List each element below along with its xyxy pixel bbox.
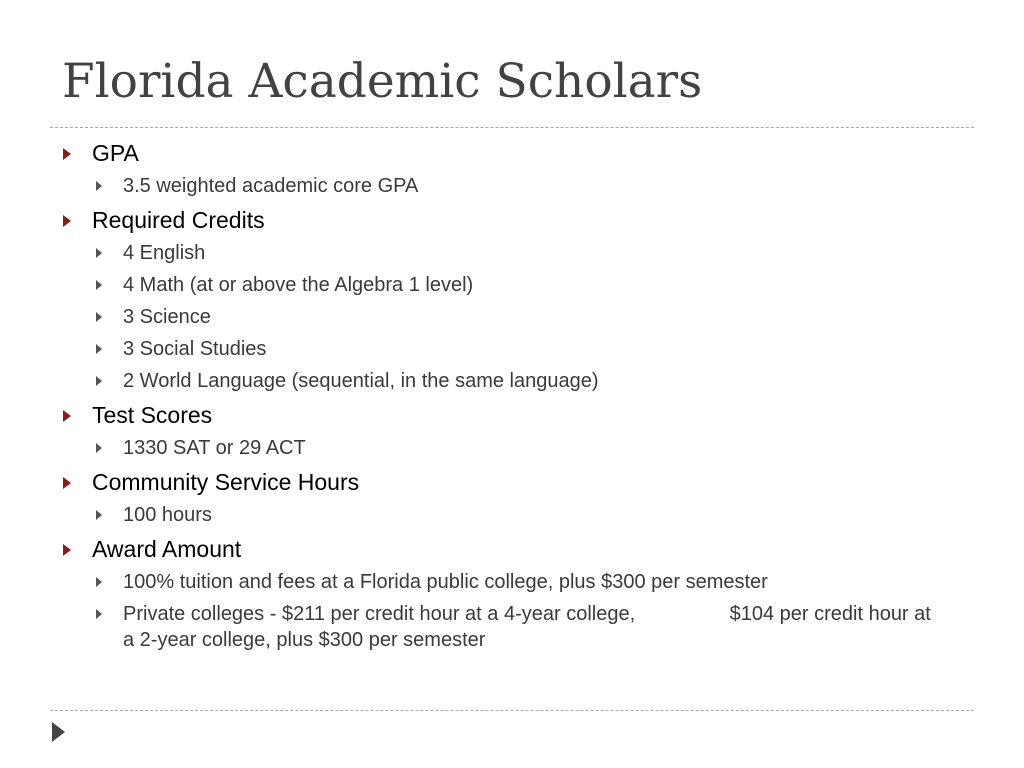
bullet-list [62,140,942,653]
triangle-bullet-icon [96,312,102,322]
triangle-bullet-icon [63,148,71,160]
list-item [62,368,942,394]
list-item-text: 100 hours [123,504,212,526]
section-required-credits [62,207,942,234]
list-item-text: 4 English [123,242,206,264]
triangle-bullet-icon [96,344,102,354]
list-item-text: 3 Science [123,306,211,328]
list-item [62,272,942,298]
list-item [62,502,942,528]
next-slide-icon[interactable] [52,722,65,742]
list-item [62,304,942,330]
list-item-text: Private colleges - $211 per credit hour at a 4-year college, $104 per credit hour at a 2-year college, plus $300 per semester [123,603,937,651]
list-item-text: 100% tuition and fees at a Florida public college, plus $300 per semester [123,571,768,593]
list-item-text: 1330 SAT or 29 ACT [123,437,306,459]
triangle-bullet-icon [96,280,102,290]
section-label: Test Scores [92,402,213,428]
list-item-text: 2 World Language (sequential, in the same language) [123,370,599,392]
section-test-scores [62,402,942,429]
triangle-bullet-icon [96,376,102,386]
list-item-text: 4 Math (at or above the Algebra 1 level) [123,274,474,296]
title-divider [50,127,974,128]
triangle-bullet-icon [96,181,102,191]
list-item [62,173,942,199]
list-item [62,569,942,595]
section-label: Required Credits [92,207,265,233]
section-label: Community Service Hours [92,469,360,495]
section-label: GPA [92,140,139,166]
list-item-text: 3.5 weighted academic core GPA [123,175,419,197]
list-item [62,240,942,266]
triangle-bullet-icon [96,510,102,520]
footer-divider [50,710,974,711]
section-label: Award Amount [92,536,242,562]
list-item [62,435,942,461]
list-item-text: 3 Social Studies [123,338,267,360]
triangle-bullet-icon [96,443,102,453]
triangle-bullet-icon [96,248,102,258]
triangle-bullet-icon [96,609,102,619]
triangle-bullet-icon [63,410,71,422]
section-gpa [62,140,942,167]
triangle-bullet-icon [63,544,71,556]
list-item [62,336,942,362]
triangle-bullet-icon [96,577,102,587]
triangle-bullet-icon [63,215,71,227]
triangle-bullet-icon [63,477,71,489]
list-item [62,601,942,653]
section-award-amount [62,536,942,563]
slide-title: Florida Academic Scholars [62,54,703,109]
section-community-service [62,469,942,496]
